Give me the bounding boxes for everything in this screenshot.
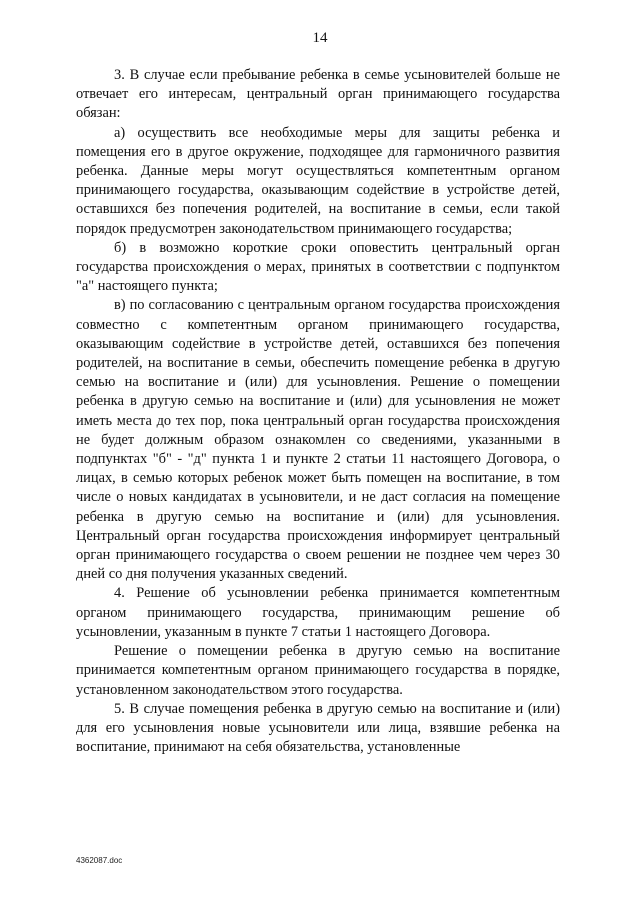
paragraph-subclause-a: а) осуществить все необходимые меры для защиты ребенка и помещения его в другое окружение, подходящее для гармоничного развития ребенка. Данные меры могут осуществляться компетентным органом принимающего государства, оказывающим содействие в устройстве детей, оставшихся без попечения родителей, на воспитание в семьи, если такой порядок предусмотрен законодательством принимающего государства; [76,124,560,237]
paragraph-subclause-v: в) по согласованию с центральным органом государства происхождения совместно с компетентным органом принимающего государства, оказывающим содействие в устройстве детей, оставшихся без попечения родителей, на воспитание в семьи, обеспечить помещение ребенка в другую семью на воспитание и (или) для усыновления. Решение о помещении ребенка в другую семью на воспитание и (или) для усыновления не может иметь места до тех пор, пока центральный орган государства происхождения не будет должным образом ознакомлен со сведениями, указанными в подпунктах "б" - "д" пункта 1 и пункте 2 статьи 11 настоящего Договора, о лицах, в семью которых ребенок может быть помещен на воспитание, в том числе о новых кандидатах в усыновители, и не даст согласия на помещение ребенка в другую семью на воспитание и (или) для усыновления. Центральный орган государства происхождения информирует центральный орган принимающего государства о своем решении не позднее чем через 30 дней со дня получения указанных сведений. [76,297,560,583]
paragraph-clause-3: 3. В случае если пребывание ребенка в семье усыновителей больше не отвечает его интересам, центральный орган принимающего государства обязан: [76,67,560,122]
document-body [76,66,560,757]
footer-document-code: 4362087.doc [76,856,123,865]
page-number: 14 [312,30,328,46]
paragraph-subclause-b: б) в возможно короткие сроки оповестить центральный орган государства происхождения о мерах, принятых в соответствии с подпунктом "а" настоящего пункта; [76,239,560,295]
paragraph-clause-4: 4. Решение об усыновлении ребенка принимается компетентным органом принимающего государства, принимающим решение об усыновлении, указанным в пункте 7 статьи 1 настоящего Договора. [76,585,560,640]
paragraph-clause-4-continued: Решение о помещении ребенка в другую семью на воспитание принимается компетентным органом принимающего государства в порядке, установленном законодательством этого государства. [76,643,560,698]
paragraph-clause-5: 5. В случае помещения ребенка в другую семью на воспитание и (или) для его усыновления новые усыновители или лица, взявшие ребенка на воспитание, принимают на себя обязательства, установленные [76,700,560,756]
